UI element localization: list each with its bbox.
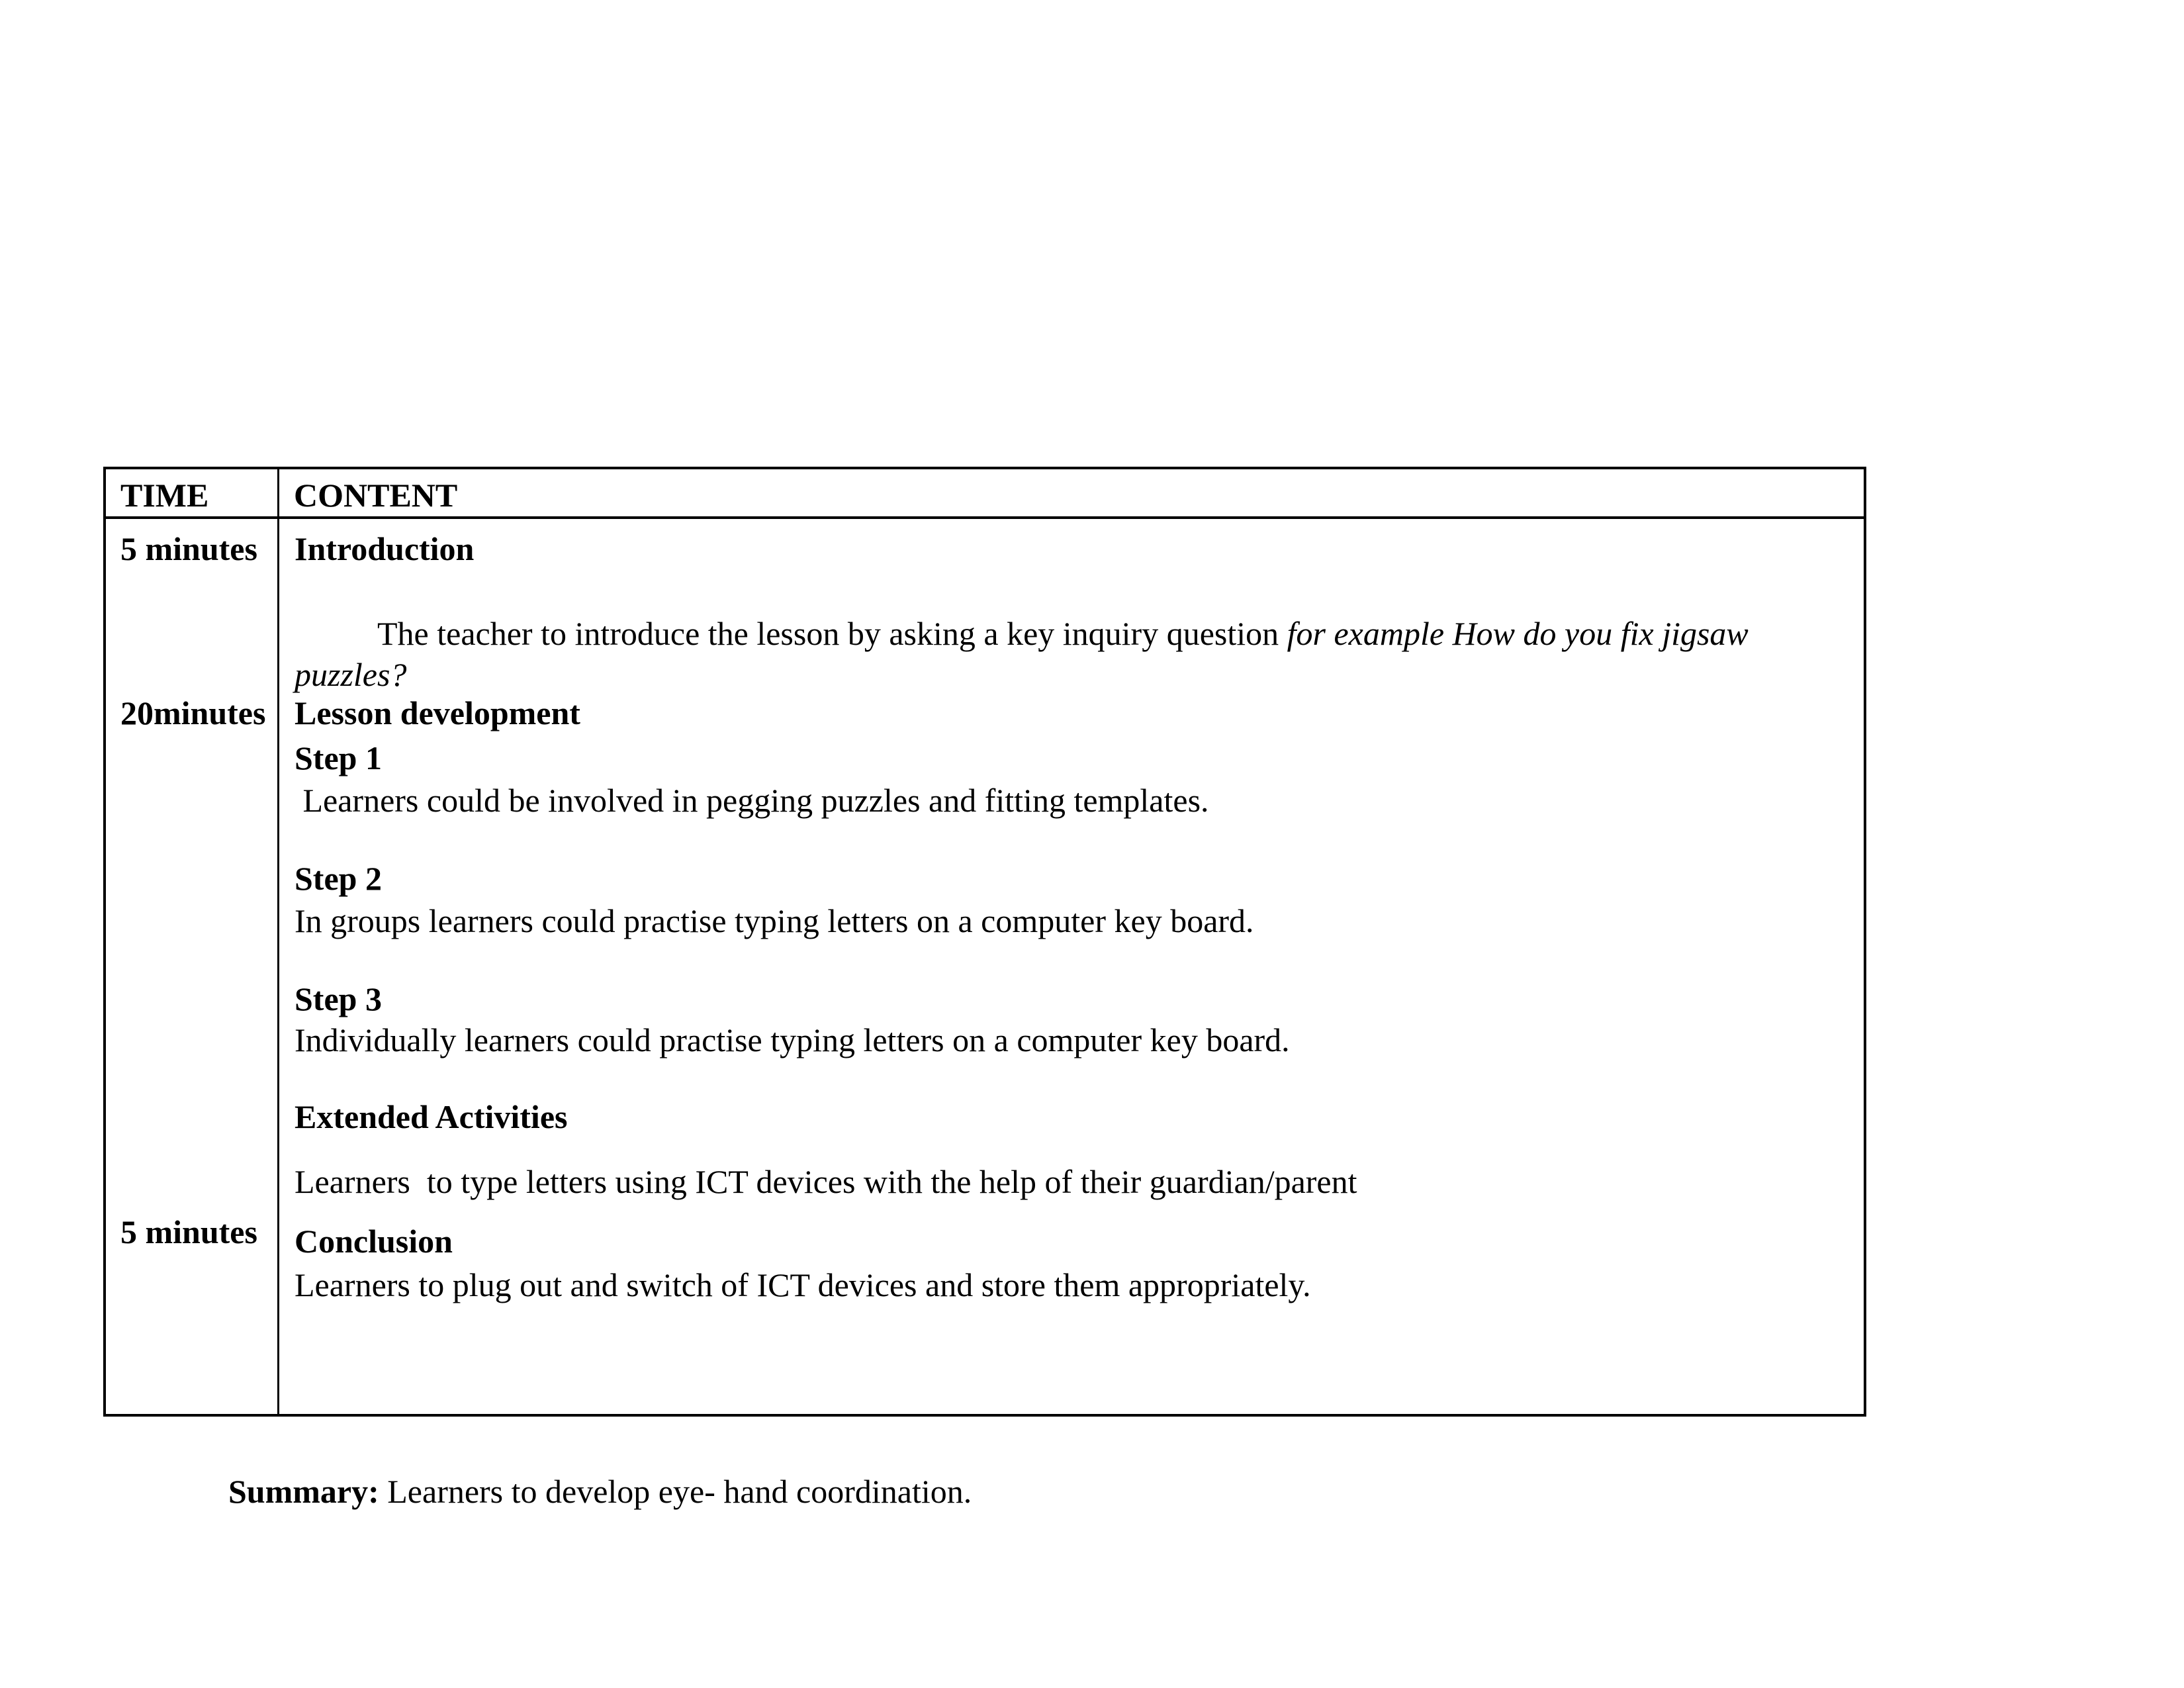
time-label-lesson-development: 20minutes xyxy=(120,694,266,731)
time-column-header: TIME xyxy=(106,469,279,516)
step2-heading: Step 2 xyxy=(295,860,382,897)
time-label-conclusion: 5 minutes xyxy=(120,1213,257,1250)
content-column-header: CONTENT xyxy=(294,477,458,514)
step1-heading: Step 1 xyxy=(295,739,382,776)
lesson-development-heading: Lesson development xyxy=(295,694,580,731)
extended-activities-heading: Extended Activities xyxy=(295,1098,568,1135)
summary-label: Summary: xyxy=(228,1473,379,1510)
lesson-plan-table xyxy=(103,467,1866,1417)
conclusion-heading: Conclusion xyxy=(295,1223,453,1260)
table-header-row xyxy=(106,469,1864,519)
step3-heading: Step 3 xyxy=(295,980,382,1017)
introduction-text-italic: for example How do you fix jigsaw puzzles? xyxy=(295,615,1757,693)
time-cell xyxy=(106,519,279,1414)
conclusion-text: Learners to plug out and switch of ICT devices and store them appropriately. xyxy=(295,1266,1311,1303)
introduction-text-regular: The teacher to introduce the lesson by asking a key inquiry question xyxy=(377,615,1287,652)
extended-activities-text: Learners to type letters using ICT devices with the help of their guardian/parent xyxy=(295,1163,1357,1200)
step2-text: In groups learners could practise typing letters on a computer key board. xyxy=(295,902,1254,939)
step1-text: Learners could be involved in pegging puzzles and fitting templates. xyxy=(295,782,1209,819)
step3-text: Individually learners could practise typing letters on a computer key board. xyxy=(295,1021,1290,1058)
time-label-introduction: 5 minutes xyxy=(120,530,257,567)
table-body-row xyxy=(106,519,1864,1414)
summary-text: Learners to develop eye- hand coordination. xyxy=(379,1473,972,1510)
introduction-heading: Introduction xyxy=(295,530,475,567)
summary-line xyxy=(195,1430,972,1553)
content-cell xyxy=(279,519,1864,1414)
